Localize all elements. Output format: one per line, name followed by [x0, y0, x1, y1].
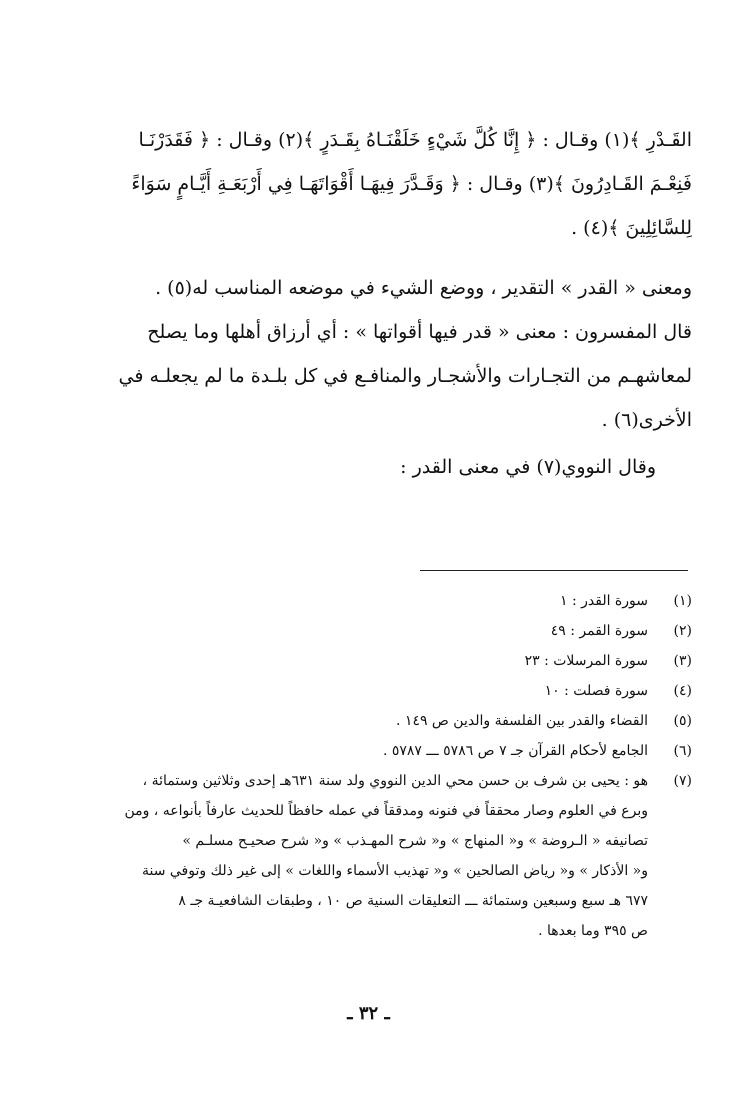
footnote-text: تصانيفه « الـروضة » و« المنهاج » و« شرح المهـذب » و« شرح صحيـح مسلـم » — [182, 833, 648, 849]
footnote-separator — [420, 570, 688, 571]
paragraph-quran-verses — [46, 118, 692, 250]
footnote-text: هو : يحيى بن شرف بن حسن محي الدين النووي ولد سنة ٦٣١هـ إحدى وثلاثين وستمائة ، — [142, 773, 648, 789]
text-line: القَـدْرِ ﴾(١) وقـال : ﴿ إِنَّا كُلَّ شَيْءٍ خَلَقْنَـاهُ بِقَـدَرٍ ﴾(٢) وقـال : ﴿ فَقَدَرْنَـا — [138, 129, 692, 151]
footnote-text: ٦٧٧ هـ سبع وسبعين وستمائة ـــ التعليقات السنية ص ١٠ ، وطبقات الشافعيـة جـ ٨ — [178, 893, 648, 909]
footnote-item — [46, 736, 692, 766]
footnote-text: سورة فصلت : ١٠ — [544, 683, 648, 699]
footnote-item — [46, 586, 692, 616]
footnote-number: (٣) — [673, 653, 692, 669]
text-line: فَنِعْـمَ القَـادِرُونَ ﴾(٣) وقـال : ﴿ وَقَـدَّرَ فِيهَـا أَقْوَاتَهَـا فِي أَرْبَعَـةِ أَيَّـامٍ سَوَاءً — [131, 173, 692, 195]
footnote-number: (٥) — [673, 713, 692, 729]
paragraph-nawawi-intro — [46, 445, 692, 489]
footnote-text: و« الأذكار » و« رياض الصالحين » و« تهذيب الأسماء واللغات » إلى غير ذلك وتوفي سنة — [141, 863, 648, 879]
footnote-text: وبرع في العلوم وصار محققاً في فنونه ومدققاً في عمله حافظاً للحديث عارفاً بأنواعه ، ومن — [124, 803, 648, 819]
footnote-item — [46, 676, 692, 706]
footnote-number: (٢) — [673, 623, 692, 639]
footnote-item — [46, 766, 692, 946]
text-line: وقال النووي(٧) في معنى القدر : — [400, 456, 656, 478]
text-line: ومعنى « القدر » التقدير ، ووضع الشيء في موضعه المناسب له(٥) . — [155, 277, 692, 299]
footnote-number: (٦) — [673, 743, 692, 759]
footnote-text: الجامع لأحكام القرآن جـ ٧ ص ٥٧٨٦ ـــ ٥٧٨٧ . — [382, 743, 648, 759]
text-line: لمعاشهـم من التجـارات والأشجـار والمنافـع في كل بلـدة ما لم يجعلـه في — [118, 365, 692, 387]
footnote-item — [46, 646, 692, 676]
footnote-text: سورة المرسلات : ٢٣ — [524, 653, 648, 669]
paragraph-commentators — [46, 310, 692, 442]
text-line: قال المفسرون : معنى « قدر فيها أقواتها » : أي أرزاق أهلها وما يصلح — [147, 321, 692, 343]
footnotes — [46, 586, 692, 946]
text-line: لِلسَّائِلِينَ ﴾(٤) . — [571, 217, 692, 239]
footnote-item — [46, 706, 692, 736]
paragraph-meaning-of-qadar — [46, 266, 692, 310]
footnote-text: ص ٣٩٥ وما بعدها . — [538, 923, 648, 939]
page-number: ـ ٣٢ ـ — [347, 1003, 390, 1024]
text-line: الأخرى(٦) . — [601, 409, 692, 431]
footnote-text: سورة القمر : ٤٩ — [550, 623, 648, 639]
footnote-number: (٧) — [673, 773, 692, 789]
footnote-text: سورة القدر : ١ — [559, 593, 648, 609]
footnote-text: القضاء والقدر بين الفلسفة والدين ص ١٤٩ . — [396, 713, 648, 729]
footnote-number: (٤) — [673, 683, 692, 699]
footnote-number: (١) — [673, 593, 692, 609]
footnote-item — [46, 616, 692, 646]
